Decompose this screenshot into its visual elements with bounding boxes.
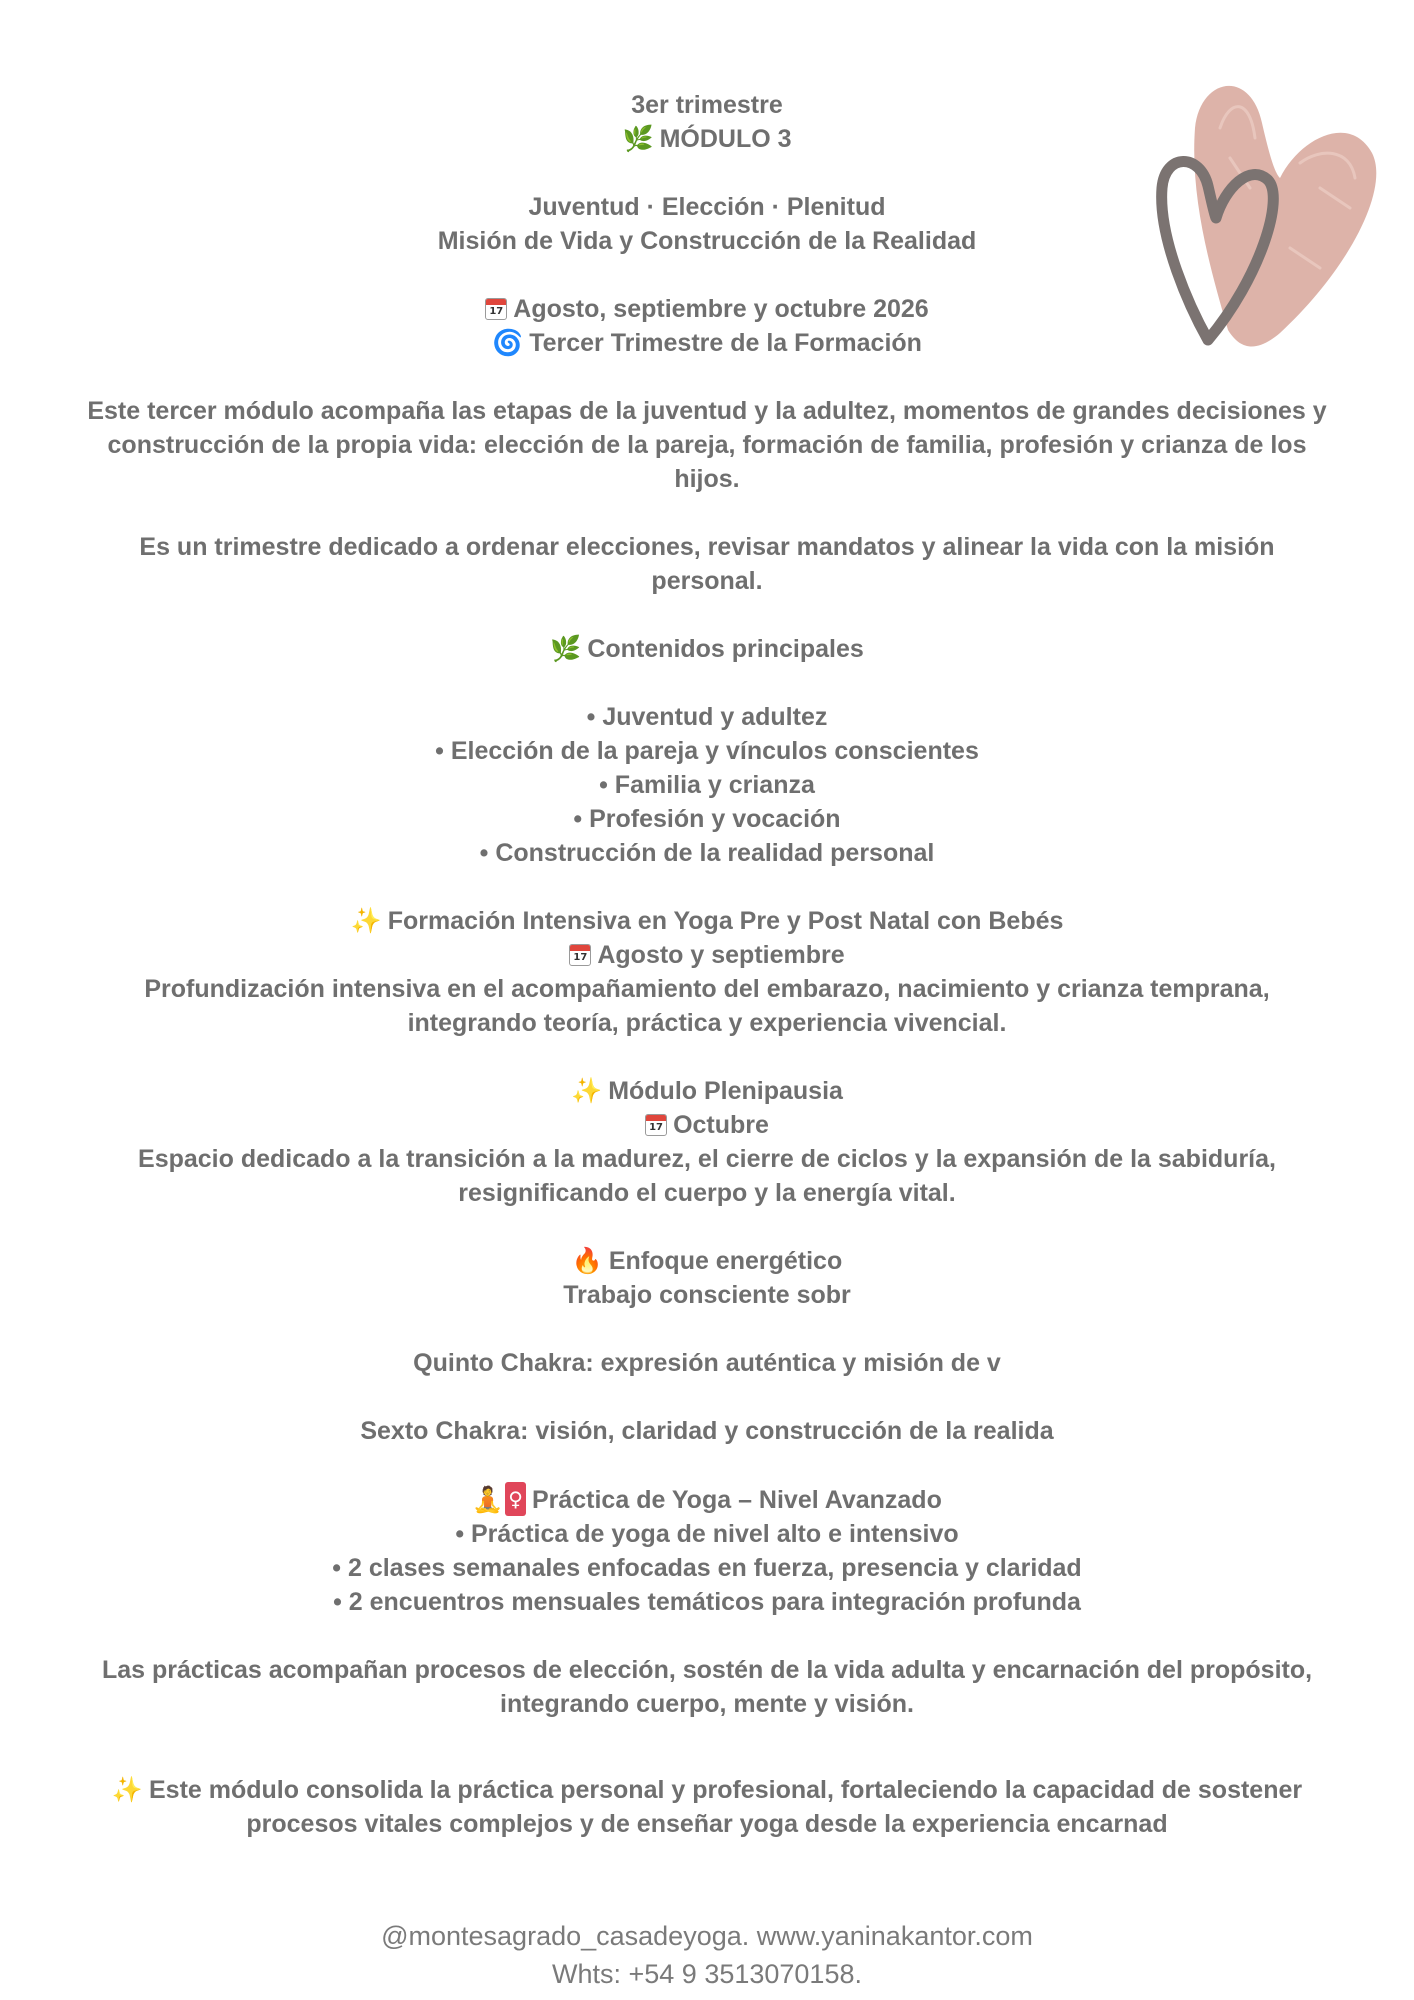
plenipausia-line-2: resignificando el cuerpo y la energía vital. [458,1179,956,1207]
plenipausia-title [60,1074,1354,1108]
list-item: • Práctica de yoga de nivel alto e intensivo [455,1520,959,1548]
intensive-line-2: integrando teoría, práctica y experiencia vivencial. [407,1009,1007,1037]
contents-title [60,632,1354,666]
list-item: • Construcción de la realidad personal [479,839,935,867]
plenipausia-dates-text: Octubre [673,1111,769,1139]
plenipausia-title-text: Módulo Plenipausia [608,1077,843,1105]
sparkles-icon: ✨ [350,906,382,935]
practice-title [60,1482,1354,1517]
summary-line-1-text: Este módulo consolida la práctica personal y profesional, fortaleciendo la capacidad de sostener [149,1776,1303,1804]
module-content [60,88,1354,1841]
list-item: • Profesión y vocación [573,805,841,833]
intensive-line-1: Profundización intensiva en el acompañamiento del embarazo, nacimiento y crianza temprana, [144,975,1270,1003]
module-title-text: MÓDULO 3 [659,125,792,153]
intro-paragraph-1-line-3: hijos. [674,465,740,493]
energy-title [60,1244,1354,1278]
chakra-5: Quinto Chakra: expresión auténtica y misión de v [413,1349,1001,1377]
module-title [60,122,1354,156]
energy-intro: Trabajo consciente sobr [563,1281,851,1309]
practice-title-text: Práctica de Yoga – Nivel Avanzado [531,1486,942,1514]
list-item: • Familia y crianza [599,771,815,799]
list-item: • 2 encuentros mensuales temáticos para integración profunda [333,1588,1081,1616]
calendar-icon [645,1114,667,1136]
trimester-subtitle [60,326,1354,360]
plenipausia-line-1: Espacio dedicado a la transición a la madurez, el cierre de ciclos y la expansión de la sabiduría, [138,1145,1276,1173]
summary-line-1 [60,1773,1354,1807]
intensive-dates [60,938,1354,972]
sparkles-icon: ✨ [571,1076,603,1105]
subtitle-themes: Juventud · Elección · Plenitud [528,193,886,221]
energy-title-text: Enfoque energético [608,1247,843,1275]
dates-line [60,292,1354,326]
summary-line-2: procesos vitales complejos y de enseñar yoga desde la experiencia encarnad [246,1810,1168,1838]
intro-paragraph-1-line-1: Este tercer módulo acompaña las etapas de la juventud y la adultez, momentos de grandes decisiones y [87,397,1327,425]
footer [0,1917,1414,1955]
subtitle-mission: Misión de Vida y Construcción de la Realidad [437,227,977,255]
sparkles-icon: ✨ [111,1775,143,1804]
intensive-title [60,904,1354,938]
spiral-icon: 🌀 [492,328,524,357]
contents-title-text: Contenidos principales [587,635,864,663]
intensive-title-text: Formación Intensiva en Yoga Pre y Post Natal con Bebés [387,907,1064,935]
footer-phone: Whts: +54 9 3513070158. [552,1959,862,1989]
list-item: • Juventud y adultez [586,703,828,731]
calendar-icon [485,298,507,320]
footer-phone-block [0,1955,1414,1993]
trimester-subtitle-text: Tercer Trimestre de la Formación [529,329,922,357]
intro-paragraph-1-line-2: construcción de la propia vida: elección de la pareja, formación de familia, profesión y crianza de los [107,431,1307,459]
herb-icon: 🌿 [550,634,582,663]
chakra-6: Sexto Chakra: visión, claridad y construcción de la realida [360,1417,1054,1445]
plenipausia-dates [60,1108,1354,1142]
fire-icon: 🔥 [571,1246,603,1275]
practice-closing-line-1: Las prácticas acompañan procesos de elección, sostén de la vida adulta y encarnación del propósito, [101,1656,1313,1684]
trimester-label: 3er trimestre [631,91,783,119]
herb-icon: 🌿 [622,124,654,153]
list-item: • Elección de la pareja y vínculos conscientes [435,737,979,765]
practice-closing-line-2: integrando cuerpo, mente y visión. [500,1690,914,1718]
female-sign-icon: ♀ [505,1482,526,1516]
footer-contact: @montesagrado_casadeyoga. www.yaninakantor.com [381,1921,1033,1951]
intensive-dates-text: Agosto y septiembre [597,941,845,969]
intro-paragraph-2-line-1: Es un trimestre dedicado a ordenar elecciones, revisar mandatos y alinear la vida con la misión [139,533,1275,561]
calendar-icon [569,944,591,966]
dates-text: Agosto, septiembre y octubre 2026 [513,295,929,323]
intro-paragraph-2-line-2: personal. [651,567,763,595]
person-yoga-icon: 🧘 [472,1485,504,1514]
list-item: • 2 clases semanales enfocadas en fuerza, presencia y claridad [332,1554,1082,1582]
